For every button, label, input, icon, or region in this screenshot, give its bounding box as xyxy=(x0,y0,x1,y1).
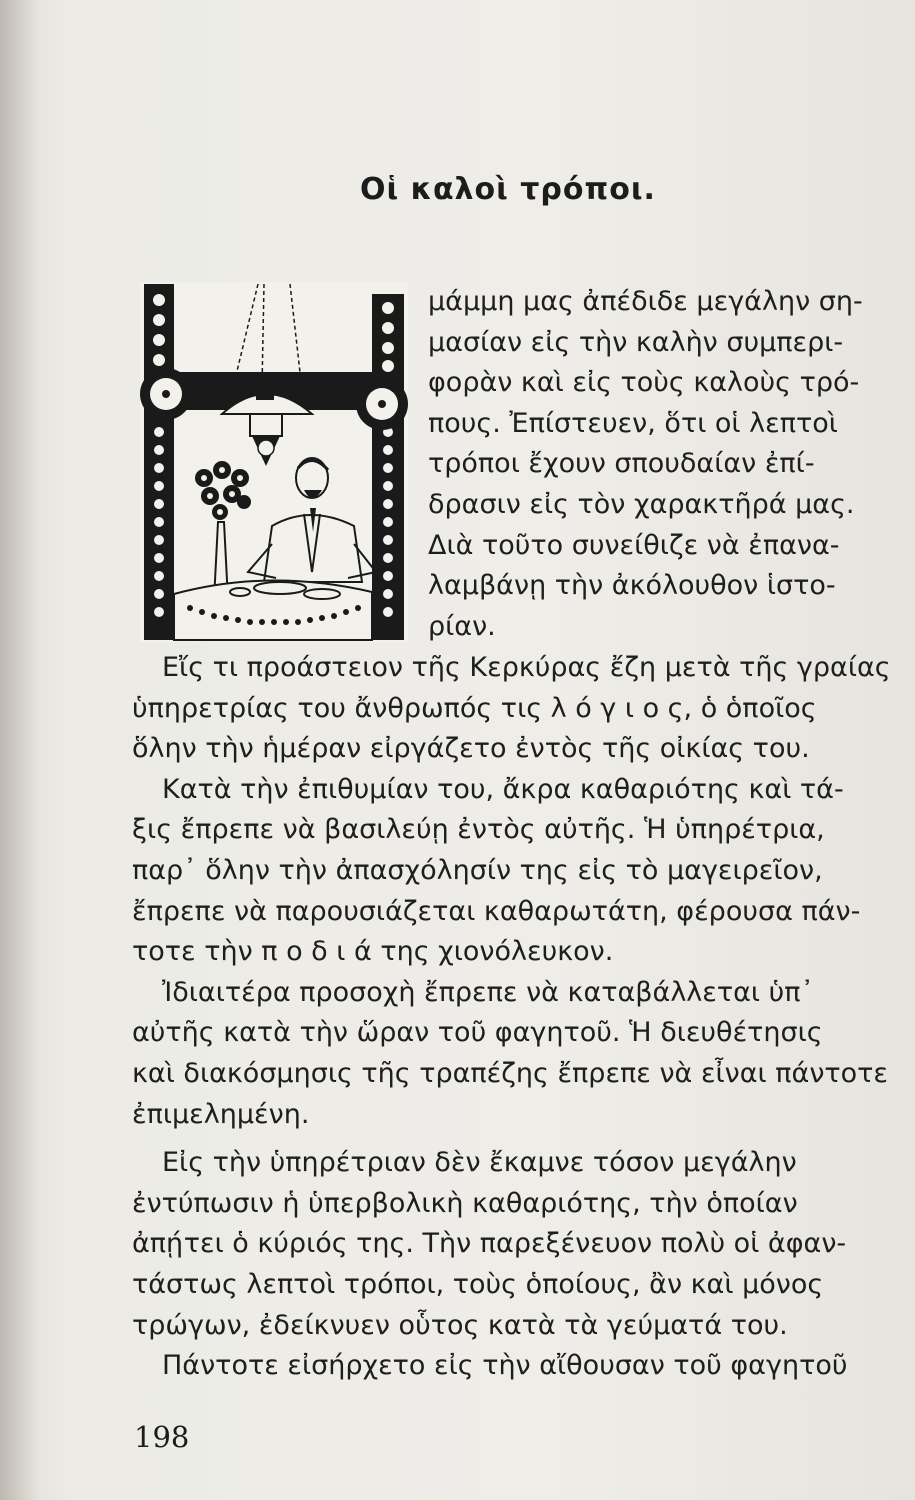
page-number: 198 xyxy=(134,1420,190,1454)
text-line: τρόποι ἔχουν σπουδαίαν ἐπί- xyxy=(428,448,815,480)
text-line: δρασιν εἰς τὸν χαρακτῆρά μας. xyxy=(428,488,855,520)
text-line: ἀπῄτει ὁ κύριός της. Τὴν παρεξένευον πολὺ οἱ ἀφαν- xyxy=(132,1228,847,1260)
text-line: αὐτῆς κατὰ τὴν ὥραν τοῦ φαγητοῦ. Ἡ διευθέτησις xyxy=(132,1017,823,1049)
text-line: παρ᾽ ὅλην τὴν ἀπασχόλησίν της εἰς τὸ μαγειρεῖον, xyxy=(132,854,823,886)
text-line: τρώγων, ἐδείκνυεν οὗτος κατὰ τὰ γεύματά του. xyxy=(132,1309,788,1341)
text-line: τοτε τὴν π ο δ ι ά της χιονόλευκον. xyxy=(132,936,614,968)
text-line: φορὰν καὶ εἰς τοὺς καλοὺς τρό- xyxy=(428,367,860,399)
text-line: τάστως λεπτοὶ τρόποι, τοὺς ὁποίους, ἂν καὶ μόνος xyxy=(132,1268,824,1300)
spine-shadow xyxy=(0,0,40,1500)
text-line: ὅλην τὴν ἡμέραν εἰργάζετο ἐντὸς τῆς οἰκίας του. xyxy=(132,733,810,765)
wrapped-paragraph xyxy=(428,282,883,647)
text-line: μασίαν εἰς τὴν καλὴν συμπερι- xyxy=(428,326,844,358)
text-line: Πάντοτε εἰσήρχετο εἰς τὴν αἴθουσαν τοῦ φαγητοῦ xyxy=(162,1350,848,1382)
text-line: ἐπιμελημένη. xyxy=(132,1098,310,1130)
text-line: ἔπρεπε νὰ παρουσιάζεται καθαρωτάτη, φέρουσα πάν- xyxy=(132,895,861,927)
text-line: Εἰς τὴν ὑπηρέτριαν δὲν ἔκαμνε τόσον μεγάλην xyxy=(162,1147,797,1179)
text-line: ὑπηρετρίας του ἄνθρωπός τις λ ό γ ι ο ς, ὁ ὁποῖος xyxy=(132,692,817,724)
text-line: καὶ διακόσμησις τῆς τραπέζης ἔπρεπε νὰ εἶναι πάντοτε xyxy=(132,1057,889,1089)
text-line: Εἴς τι προάστειον τῆς Κερκύρας ἔζη μετὰ τῆς γραίας xyxy=(162,652,891,683)
body-text xyxy=(132,648,891,1387)
text-line: Ἰδιαιτέρα προσοχὴ ἔπρεπε νὰ καταβάλλεται ὑπ᾽ xyxy=(162,976,815,1008)
text-line: μάμμη μας ἀπέδιδε μεγάλην ση- xyxy=(428,286,863,317)
illuminated-initial-illustration xyxy=(140,282,408,642)
text-line: ξις ἔπρεπε νὰ βασιλεύῃ ἐντὸς αὐτῆς. Ἡ ὑπηρέτρια, xyxy=(132,814,825,846)
text-line: ἐντύπωσιν ἡ ὑπερβολικὴ καθαριότης, τὴν ὁποίαν xyxy=(132,1187,798,1219)
text-line: ρίαν. xyxy=(428,610,496,642)
text-line: πους. Ἐπίστευεν, ὅτι οἱ λεπτοὶ xyxy=(428,407,838,439)
text-line: Διὰ τοῦτο συνείθιζε νὰ ἐπανα- xyxy=(428,529,840,561)
page-title: Οἱ καλοὶ τρόποι. xyxy=(360,172,656,207)
text-line: Κατὰ τὴν ἐπιθυμίαν του, ἄκρα καθαριότης καὶ τά- xyxy=(162,773,844,805)
text-line: λαμβάνῃ τὴν ἀκόλουθον ἱστο- xyxy=(428,570,836,602)
